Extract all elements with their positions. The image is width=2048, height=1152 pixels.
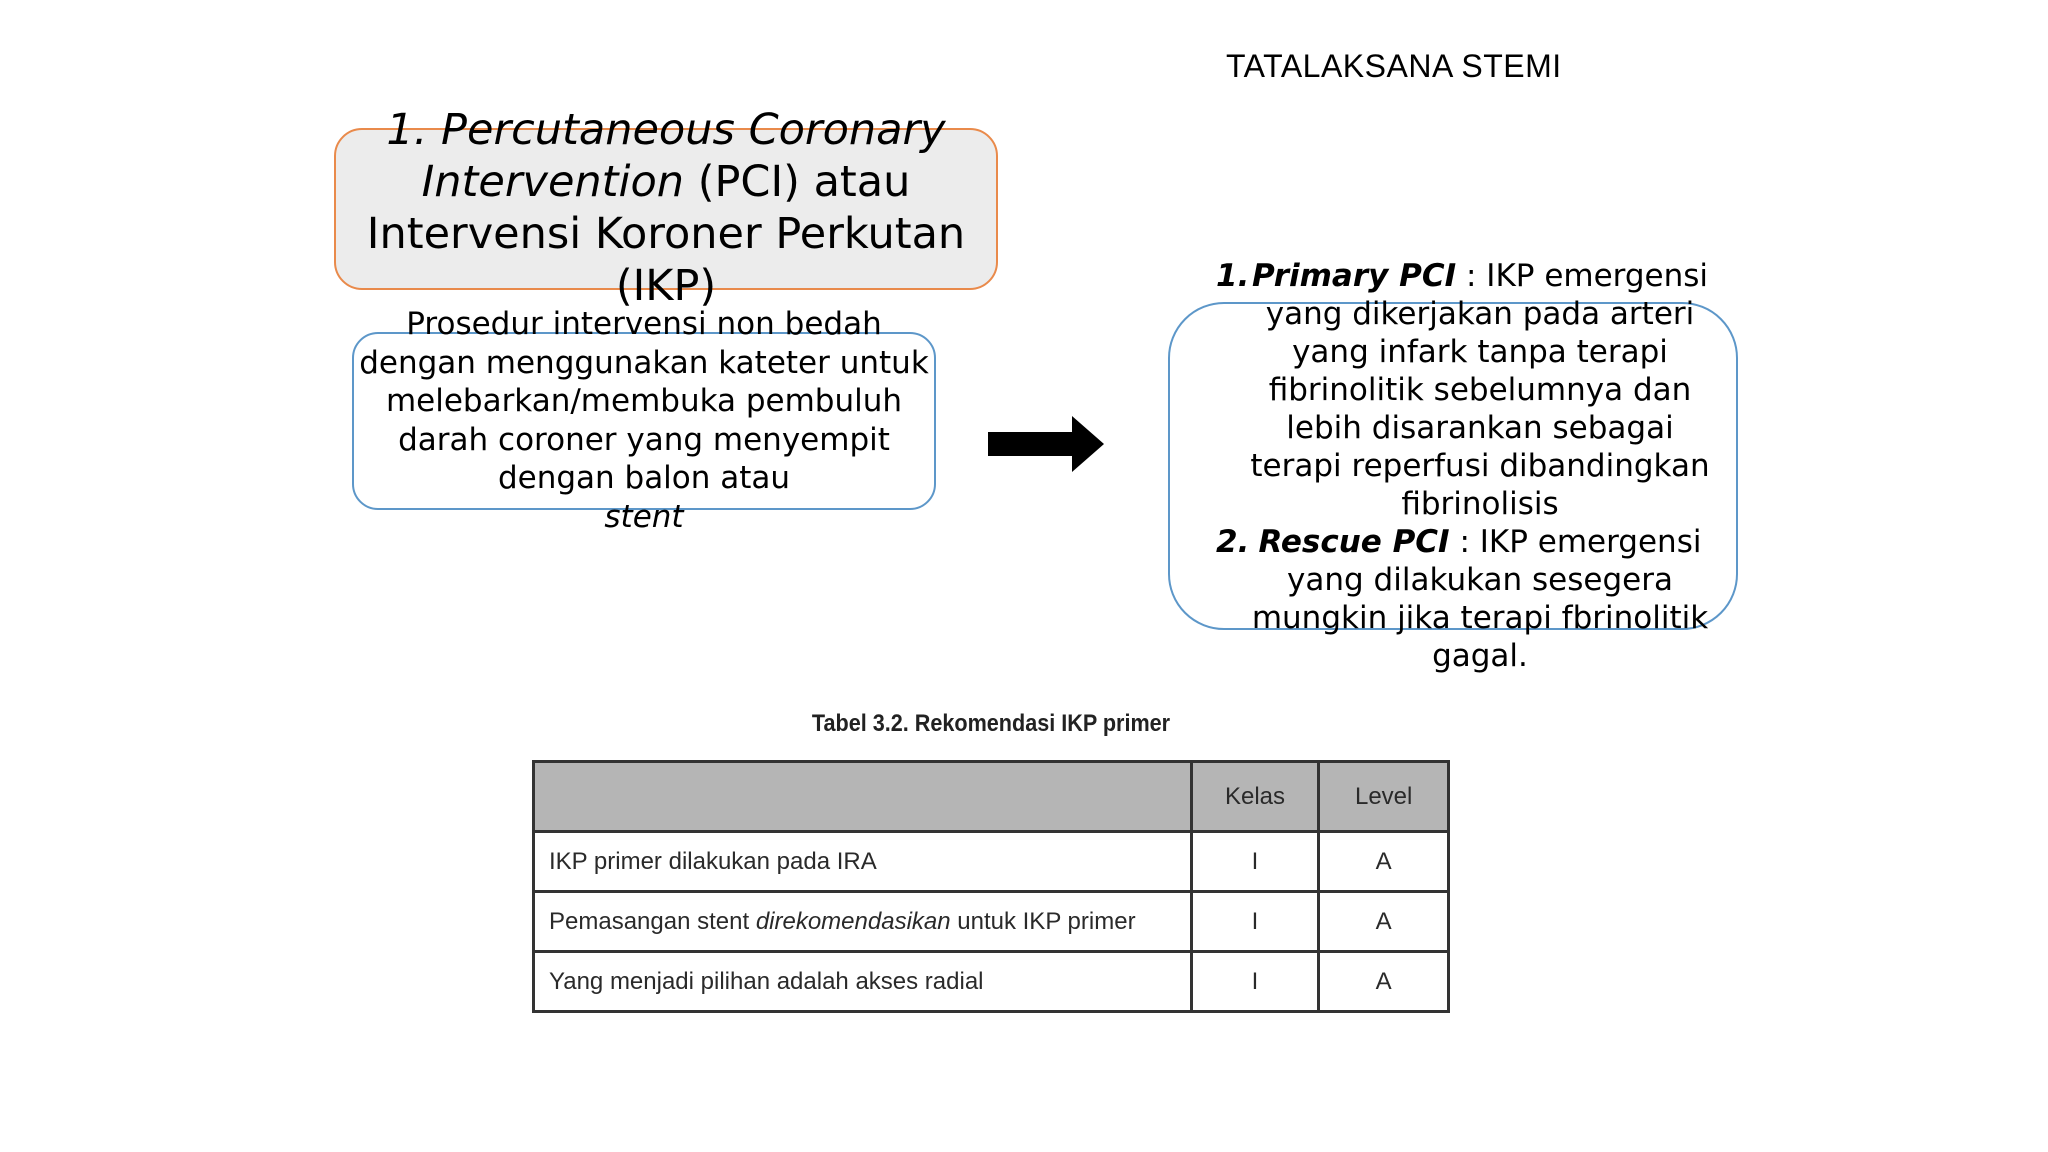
cell-text: untuk IKP primer (950, 907, 1136, 935)
right-arrow-icon (988, 416, 1104, 472)
pci-description-text: Prosedur intervensi non bedah dengan menggunakan kateter untuk melebarkan/membuka pembuluh darah coroner yang menyempit dengan balon atau (359, 306, 929, 496)
table-cell-kelas: I (1191, 832, 1319, 892)
pci-heading-rest-1: (PCI) atau (684, 157, 911, 207)
pci-heading-rest-2: Intervensi Koroner Perkutan (IKP) (366, 209, 966, 311)
pci-type-item-primary (1210, 257, 1710, 523)
table-cell-description (534, 892, 1192, 952)
pci-type-item-rescue (1210, 523, 1710, 675)
table-cell-level: A (1319, 832, 1449, 892)
table-cell-kelas: I (1191, 892, 1319, 952)
table-cell-kelas: I (1191, 952, 1319, 1012)
pci-description (352, 305, 936, 536)
pci-type-name: Rescue PCI (1258, 524, 1450, 560)
table-header-description (534, 762, 1192, 832)
pci-type-number: 2. (1216, 524, 1250, 560)
table-header-level: Level (1319, 762, 1449, 832)
pci-types-list (1210, 257, 1710, 675)
pci-heading-italic: 1. Percutaneous Coronary Intervention (386, 105, 946, 207)
cell-text: IKP primer dilakukan pada IRA (549, 847, 877, 875)
cell-text: Pemasangan stent (549, 907, 756, 935)
table-row (534, 892, 1449, 952)
pci-description-italic: stent (604, 498, 684, 535)
table-row (534, 832, 1449, 892)
table-row (534, 952, 1449, 1012)
cell-text: Yang menjadi pilihan adalah akses radial (549, 967, 984, 995)
pci-heading (334, 104, 998, 312)
table-header-row (534, 762, 1449, 832)
table-caption: Tabel 3.2. Rekomendasi IKP primer (811, 710, 1171, 737)
recommendation-table (532, 760, 1450, 1013)
table-cell-description (534, 952, 1192, 1012)
table-cell-description (534, 832, 1192, 892)
pci-type-name: Primary PCI (1251, 258, 1457, 294)
pci-type-number: 1. (1216, 258, 1250, 294)
table-cell-level: A (1319, 892, 1449, 952)
cell-text-italic: direkomendasikan (755, 907, 951, 935)
table-cell-level: A (1319, 952, 1449, 1012)
table-header-kelas: Kelas (1191, 762, 1319, 832)
slide-title: TATALAKSANA STEMI (1226, 48, 1562, 84)
pci-type-text: : IKP emergensi yang dikerjakan pada arteri yang infark tanpa terapi fibrinolitik sebelumnya dan lebih disarankan sebagai terapi reperfusi dibandingkan fibrinolisis (1250, 258, 1710, 522)
pci-type-text: : IKP emergensi yang dilakukan sesegera mungkin jika terapi fbrinolitik gagal. (1251, 524, 1709, 674)
